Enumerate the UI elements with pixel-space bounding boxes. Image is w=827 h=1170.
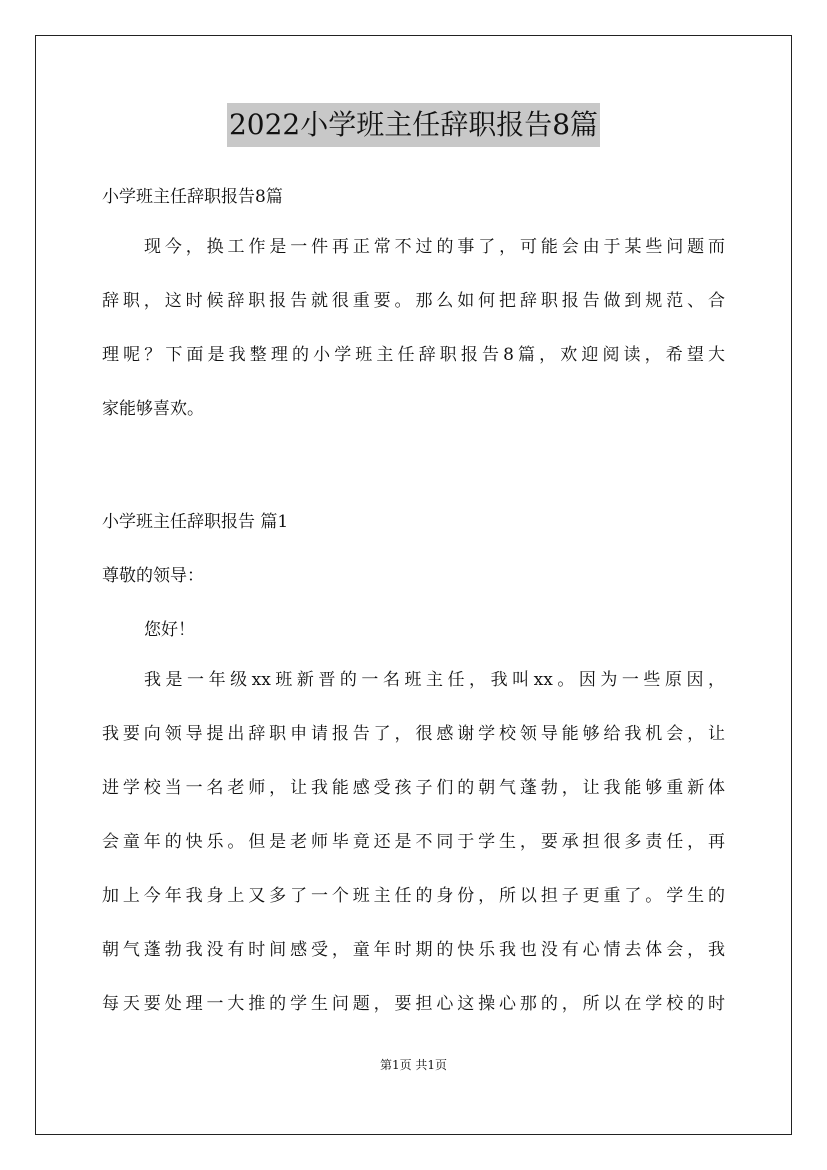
body-row: 我是一年级xx班新晋的一名班主任，我叫xx。因为一些原因， [144,670,725,690]
document-title: 2022小学班主任辞职报告8篇 [227,103,600,147]
body-row: 加上今年我身上又多了一个班主任的身份，所以担子更重了。学生的 [102,886,725,906]
salutation: 尊敬的领导： [102,566,204,586]
body-row: 进学校当一名老师，让我能感受孩子们的朝气蓬勃，让我能够重新体 [102,778,725,798]
intro-row: 现今，换工作是一件再正常不过的事了，可能会由于某些问题而 [144,237,725,257]
title-container [0,103,827,147]
intro-row: 家能够喜欢。 [102,399,204,419]
document-subtitle: 小学班主任辞职报告8篇 [102,187,283,207]
page-footer: 第1页 共1页 [379,1058,448,1072]
intro-paragraph [102,220,725,436]
body-row: 每天要处理一大推的学生问题，要担心这操心那的，所以在学校的时 [102,994,725,1014]
body-row: 我要向领导提出辞职申请报告了，很感谢学校领导能够给我机会，让 [102,724,725,744]
body-paragraph [102,653,725,1031]
section-heading: 小学班主任辞职报告 篇1 [102,512,289,532]
intro-row: 理呢？下面是我整理的小学班主任辞职报告8篇，欢迎阅读，希望大 [102,345,725,365]
greeting: 您好！ [144,620,195,640]
body-row: 会童年的快乐。但是老师毕竟还是不同于学生，要承担很多责任，再 [102,832,725,852]
body-row: 朝气蓬勃我没有时间感受，童年时期的快乐我也没有心情去体会，我 [102,940,725,960]
intro-row: 辞职，这时候辞职报告就很重要。那么如何把辞职报告做到规范、合 [102,291,725,311]
